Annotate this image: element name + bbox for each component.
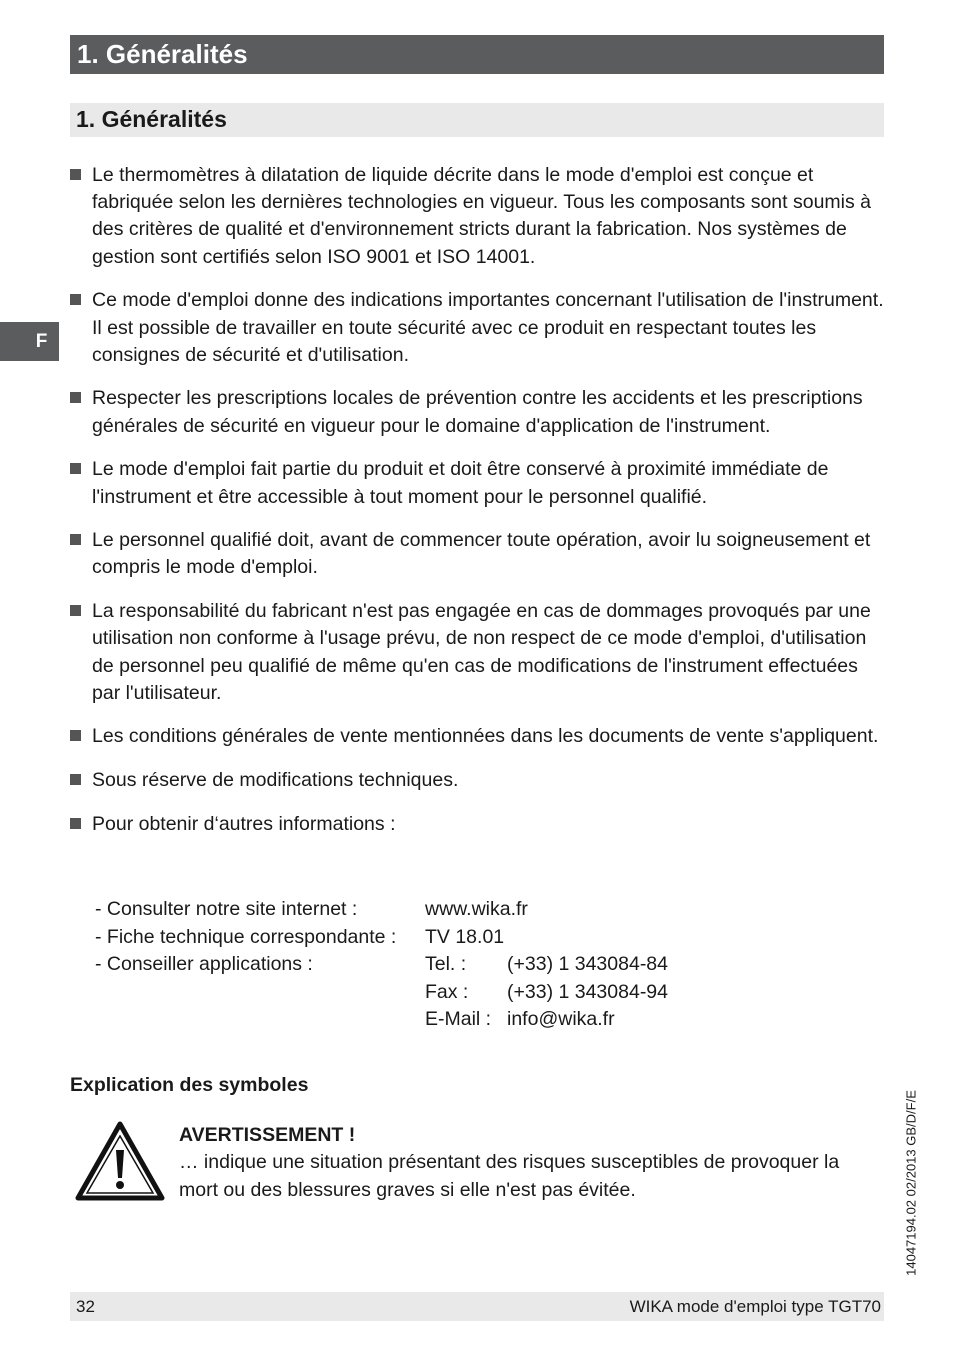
table-row — [95, 979, 668, 1007]
square-bullet-icon — [70, 534, 81, 545]
list-item-text: Le thermomètres à dilatation de liquide décrite dans le mode d'emploi est conçue et fabriquée selon les dernières technologies en vigueur. Tous les composants sont soumis à des critères de qualité et d'environnement stricts durant la fabrication. Nos systèmes de gestion sont certifiés selon ISO 9001 et ISO 14001. — [92, 164, 872, 268]
list-item — [70, 723, 886, 750]
warning-block — [179, 1122, 879, 1204]
list-item-text: Ce mode d'emploi donne des indications importantes concernant l'utilisation de l'instrument. Il est possible de travailler en toute sécurité avec ce produit en respectant toutes les consignes de sécurité et d'utilisation. — [92, 289, 884, 366]
list-item — [70, 527, 886, 581]
fax-value: (+33) 1 343084-94 — [507, 980, 668, 1003]
list-item-text: Les conditions générales de vente mentionnées dans les documents de vente s'appliquent. — [92, 725, 879, 748]
website-label: - Consulter notre site internet : — [95, 898, 358, 920]
email-link[interactable]: info@wika.fr — [507, 1008, 615, 1031]
list-item — [70, 811, 886, 838]
contact-info-table — [95, 896, 668, 1034]
list-item — [70, 385, 886, 439]
square-bullet-icon — [70, 463, 81, 474]
tel-label: Tel. : — [425, 953, 467, 976]
footer-doc-title: WIKA mode d'emploi type TGT70 — [629, 1297, 881, 1316]
chapter-header — [70, 35, 884, 74]
table-row — [95, 1006, 668, 1034]
website-link[interactable]: www.wika.fr — [425, 898, 528, 920]
chapter-title: 1. Généralités — [77, 39, 248, 69]
advisor-label: - Conseiller applications : — [95, 953, 313, 976]
list-item-text: Le mode d'emploi fait partie du produit et doit être conservé à proximité immédiate de l'instrument et être accessible à tout moment pour le personnel qualifié. — [92, 458, 829, 508]
document-code: 14047194.02 02/2013 GB/D/F/E — [903, 1090, 919, 1276]
list-item — [70, 456, 886, 510]
section-title: 1. Généralités — [76, 106, 227, 132]
page-number: 32 — [76, 1297, 95, 1316]
square-bullet-icon — [70, 605, 81, 616]
section-header — [70, 103, 884, 137]
square-bullet-icon — [70, 392, 81, 403]
warning-title: AVERTISSEMENT ! — [179, 1124, 356, 1146]
warning-triangle-icon — [74, 1120, 166, 1202]
list-item — [70, 162, 886, 271]
language-tab-label: F — [35, 331, 48, 352]
square-bullet-icon — [70, 774, 81, 785]
fax-label: Fax : — [425, 980, 469, 1003]
list-item — [70, 287, 886, 369]
datasheet-value: TV 18.01 — [425, 925, 505, 948]
square-bullet-icon — [70, 169, 81, 180]
symbols-heading: Explication des symboles — [70, 1074, 309, 1096]
page-footer — [70, 1292, 884, 1321]
language-tab — [0, 322, 59, 361]
list-item — [70, 598, 886, 707]
table-row — [95, 924, 668, 952]
email-label: E-Mail : — [425, 1008, 492, 1031]
list-item — [70, 767, 886, 794]
tel-value: (+33) 1 343084-84 — [507, 953, 668, 976]
list-item-text: Respecter les prescriptions locales de prévention contre les accidents et les prescriptions générales de sécurité en vigueur pour le domaine d'application de l'instrument. — [92, 387, 863, 437]
square-bullet-icon — [70, 730, 81, 741]
bullet-list — [70, 162, 886, 855]
datasheet-label: - Fiche technique correspondante : — [95, 925, 397, 948]
list-item-text: La responsabilité du fabricant n'est pas engagée en cas de dommages provoqués par une utilisation non conforme à l'usage prévu, de non respect de ce mode d'emploi, d'utilisation de personnel peu qualifié de même qu'en cas de modifications de l'instrument effectuées par l'utilisateur. — [92, 600, 871, 704]
table-row — [95, 951, 668, 979]
list-item-text: Pour obtenir d‘autres informations : — [92, 812, 396, 835]
table-row — [95, 896, 668, 924]
list-item-text: Le personnel qualifié doit, avant de commencer toute opération, avoir lu soigneusement et compris le mode d'emploi. — [92, 529, 871, 579]
list-item-text: Sous réserve de modifications techniques. — [92, 769, 459, 792]
square-bullet-icon — [70, 818, 81, 829]
square-bullet-icon — [70, 294, 81, 305]
warning-text: … indique une situation présentant des risques susceptibles de provoquer la mort ou des blessures graves si elle n'est pas évitée. — [179, 1151, 840, 1201]
